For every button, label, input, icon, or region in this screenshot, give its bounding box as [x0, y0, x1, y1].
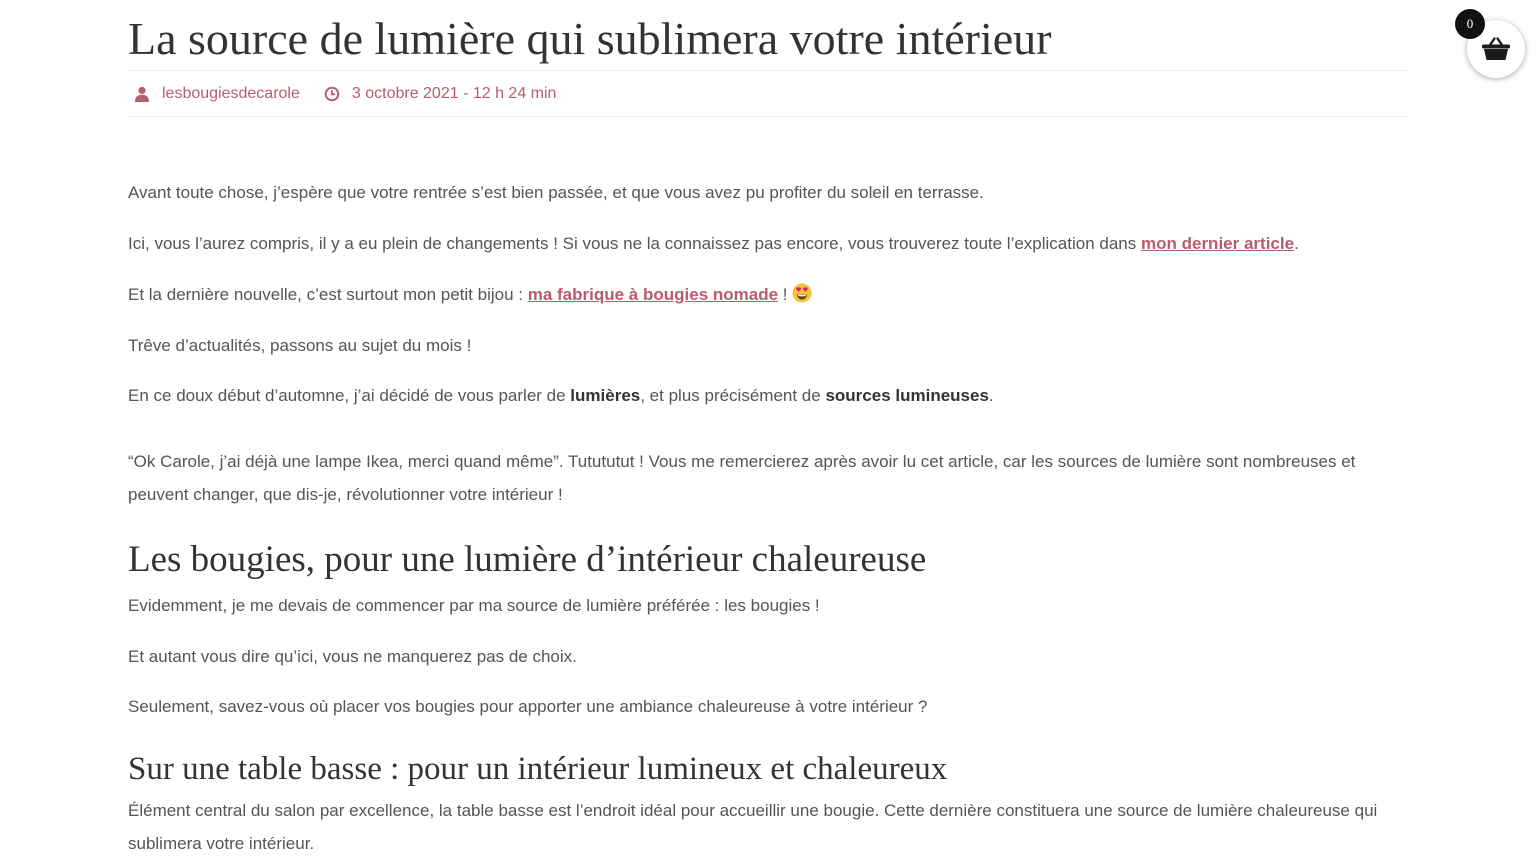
- author-meta[interactable]: [128, 85, 300, 103]
- paragraph-table-basse: Élément central du salon par excellence, la table basse est l’endroit idéal pour accueillir une bougie. Cette dernière constituera une source de lumière chaleureuse qui sublimera votre intérieur.: [128, 801, 1378, 853]
- clock-icon: [324, 86, 340, 102]
- paragraph-text: En ce doux début d’automne, j’ai décidé de vous parler de: [128, 386, 571, 405]
- paragraph-intro: Avant toute chose, j’espère que votre rentrée s’est bien passée, et que vous avez pu profiter du soleil en terrasse.: [128, 183, 984, 202]
- paragraph-transition: Trêve d’actualités, passons au sujet du mois !: [128, 336, 472, 355]
- paragraph-text: .: [988, 386, 994, 405]
- paragraph-text: Ici, vous l’aurez compris, il y a eu plein de changements ! Si vous ne la connaissez pas encore, vous trouverez toute l’explication dans: [128, 234, 1141, 253]
- paragraph-changes: [128, 227, 1299, 260]
- paragraph-text: Et la dernière nouvelle, c’est surtout mon petit bijou :: [128, 285, 528, 304]
- date-meta: [318, 85, 557, 103]
- paragraph-text: .: [1294, 234, 1299, 253]
- user-icon: [134, 86, 150, 102]
- paragraph-text: !: [778, 285, 788, 304]
- paragraph-choice: Et autant vous dire qu’ici, vous ne manquerez pas de choix.: [128, 647, 577, 666]
- author-link[interactable]: lesbougiesdecarole: [162, 84, 300, 102]
- article: [128, 0, 1408, 853]
- subsection-heading-table-basse: Sur une table basse : pour un intérieur lumineux et chaleureux: [128, 751, 948, 787]
- last-article-link[interactable]: mon dernier article: [1141, 234, 1295, 253]
- heart-eyes-emoji-icon: [792, 283, 812, 303]
- paragraph-topic: [128, 379, 994, 412]
- post-date: 3 octobre 2021 - 12 h 24 min: [351, 84, 557, 102]
- post-meta: [128, 70, 1408, 117]
- paragraph-quote: “Ok Carole, j’ai déjà une lampe Ikea, merci quand même”. Tutututut ! Vous me remercierez après avoir lu cet article, car les sources de lumière sont nombreuses et peuvent changer, que dis-je, révolutionner votre intérieur !: [128, 452, 1356, 504]
- bold-sources-lumineuses: sources lumineuses: [825, 386, 989, 405]
- paragraph-news: [128, 278, 812, 311]
- cart-count-badge: 0: [1455, 9, 1485, 39]
- nomad-factory-link[interactable]: ma fabrique à bougies nomade: [527, 285, 779, 304]
- paragraph-favorite-source: Evidemment, je me devais de commencer par ma source de lumière préférée : les bougies !: [128, 596, 820, 615]
- bold-lumieres: lumières: [570, 386, 641, 405]
- section-heading-bougies: Les bougies, pour une lumière d’intérieur chaleureuse: [128, 539, 927, 580]
- paragraph-question: Seulement, savez-vous où placer vos bougies pour apporter une ambiance chaleureuse à votre intérieur ?: [128, 697, 928, 716]
- post-title: La source de lumière qui sublimera votre intérieur: [128, 13, 1052, 64]
- basket-icon: [1480, 36, 1512, 62]
- paragraph-text: , et plus précisément de: [640, 386, 826, 405]
